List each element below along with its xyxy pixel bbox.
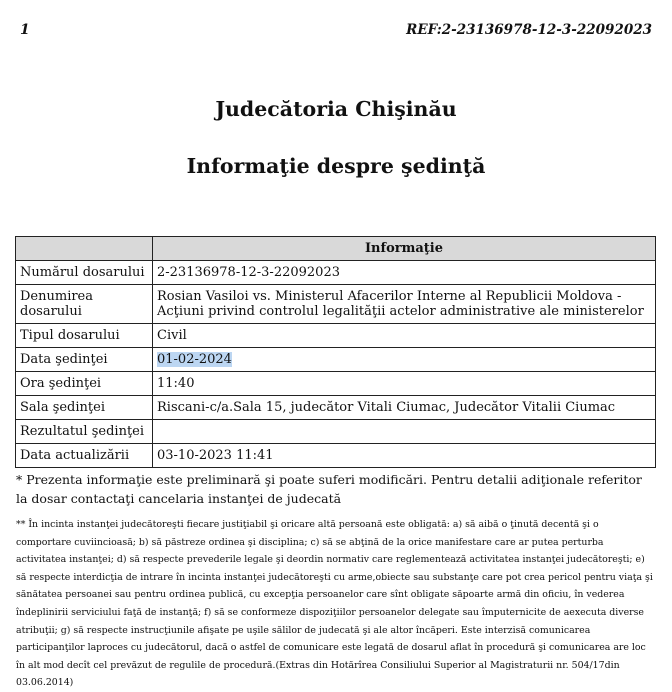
row-label-case-name: Denumirea dosarului [16, 285, 153, 324]
table-row [16, 420, 656, 444]
reference-number: REF:2-23136978-12-3-22092023 [406, 22, 652, 38]
row-label-hearing-result: Rezultatul şedinţei [16, 420, 153, 444]
table-row [16, 261, 656, 285]
row-value-hearing-date-cell [153, 348, 656, 372]
table-header-row [16, 237, 656, 261]
table-row [16, 285, 656, 324]
row-value-hearing-result [153, 420, 656, 444]
row-value-case-name: Rosian Vasiloi vs. Ministerul Afacerilor Interne al Republicii Moldova - Acţiuni privind controlul legalităţii actelor administrative ale ministerelor [153, 285, 656, 324]
court-title: Judecătoria Chişinău [215, 97, 457, 121]
section-title: Informaţie despre şedinţă [186, 154, 486, 178]
table-row [16, 324, 656, 348]
row-value-hearing-time: 11:40 [153, 372, 656, 396]
row-label-update-date: Data actualizării [16, 444, 153, 468]
table-row [16, 372, 656, 396]
page-number: 1 [20, 22, 30, 38]
row-value-hearing-date[interactable]: 01-02-2024 [157, 352, 232, 367]
row-label-case-number: Numărul dosarului [16, 261, 153, 285]
table-row [16, 348, 656, 372]
table-header-label: Informaţie [153, 237, 656, 261]
row-label-hearing-date: Data şedinţei [16, 348, 153, 372]
hearing-info-table [15, 236, 656, 468]
preliminary-info-note: * Prezenta informaţie este preliminară şi poate suferi modificări. Pentru detalii adiţionale referitor la dosar contactaţi cancelaria instanţei de judecată [16, 472, 642, 506]
row-value-update-date: 03-10-2023 11:41 [153, 444, 656, 468]
row-label-case-type: Tipul dosarului [16, 324, 153, 348]
table-row [16, 396, 656, 420]
row-value-case-number: 2-23136978-12-3-22092023 [153, 261, 656, 285]
court-conduct-rules-note: ** În incinta instanţei judecătoreşti fiecare justiţiabil şi oricare altă persoană este obligată: a) să aibă o ţinută decentă şi o comportare cuviincioasă; b) să păstreze ordinea şi disciplina; c) să se abţină de la orice manifestare care ar putea perturba activitatea instanţei; d) să respecte prevederile legale şi deordin normativ care reglementează activitatea instanţei judecătoreşti; e) să respecte interdicţia de intrare în incinta instanţei judecătoreşti cu arme,obiecte sau substanţe care pot crea pericol pentru viaţa şi sănătatea persoanei sau pentru ordinea publică, cu excepţia persoanelor care sînt obligate săpoarte armă din oficiu, în vederea îndeplinirii serviciului faţă de instanţă; f) să se conformeze dispoziţiilor persoanelor delegate sau împuternicite de aexecuta diverse atribuţii; g) să respecte instrucţiunile afişate pe uşile sălilor de judecată şi ale altor încăperi. Este interzisă comunicarea participanţilor laproces cu judecătorul, dacă o astfel de comunicare este legată de dosarul aflat în procedură şi comunicarea are loc în alt mod decît cel prevăzut de regulile de procedură.(Extras din Hotărîrea Consiliului Superior al Magistraturii nr. 504/17din 03.06.2014) [16, 519, 653, 689]
row-label-hearing-room: Sala şedinţei [16, 396, 153, 420]
row-label-hearing-time: Ora şedinţei [16, 372, 153, 396]
row-value-hearing-room: Riscani-c/a.Sala 15, judecător Vitali Ciumac, Judecător Vitalii Ciumac [153, 396, 656, 420]
row-value-case-type: Civil [153, 324, 656, 348]
table-row [16, 444, 656, 468]
table-header-empty-cell [16, 237, 153, 261]
